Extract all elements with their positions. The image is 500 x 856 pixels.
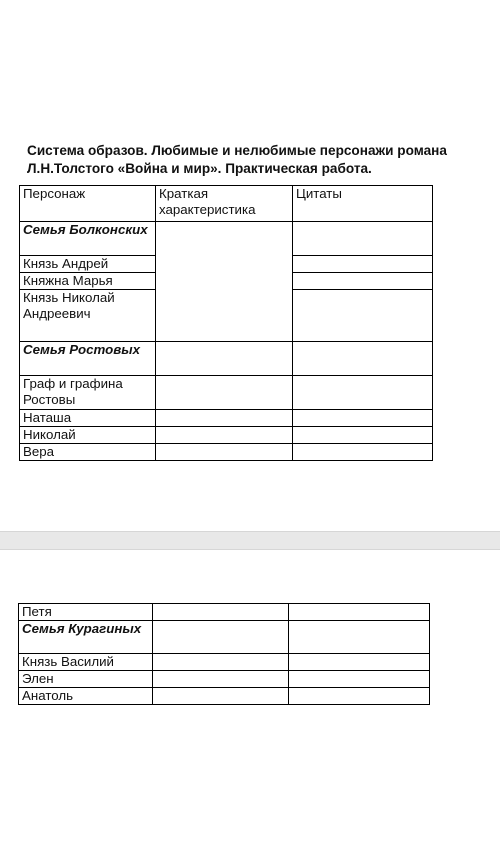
- quotes-cell[interactable]: [293, 222, 433, 256]
- characteristic-cell-bolkonsky[interactable]: [156, 222, 293, 342]
- characteristic-cell[interactable]: [153, 671, 289, 688]
- table-row: [20, 444, 433, 461]
- table-row: [20, 376, 433, 410]
- characteristic-cell[interactable]: [153, 654, 289, 671]
- quotes-cell[interactable]: [293, 444, 433, 461]
- quotes-cell[interactable]: [293, 256, 433, 273]
- characteristic-cell[interactable]: [153, 688, 289, 705]
- quotes-cell[interactable]: [293, 273, 433, 290]
- quotes-cell[interactable]: [293, 376, 433, 410]
- header-quotes: Цитаты: [293, 186, 433, 222]
- character-name: Вера: [20, 444, 156, 461]
- page-separator: [0, 531, 500, 550]
- table-row: [19, 688, 430, 705]
- quotes-cell[interactable]: [289, 671, 430, 688]
- character-name: Петя: [19, 604, 153, 621]
- family-heading-bolkonsky: Семья Болконских: [20, 222, 156, 256]
- character-name: Анатоль: [19, 688, 153, 705]
- character-name: Николай: [20, 427, 156, 444]
- characters-table-page-1: [19, 185, 433, 461]
- worksheet-title: [27, 142, 497, 178]
- table-row: [20, 410, 433, 427]
- character-name: Князь Василий: [19, 654, 153, 671]
- character-name: Княжна Марья: [20, 273, 156, 290]
- character-name: Князь Николай Андреевич: [20, 290, 156, 342]
- characteristic-cell[interactable]: [156, 444, 293, 461]
- character-name: Граф и графина Ростовы: [20, 376, 156, 410]
- header-character: Персонаж: [20, 186, 156, 222]
- title-line-1: Система образов. Любимые и нелюбимые персонажи романа: [27, 143, 447, 158]
- character-name: Элен: [19, 671, 153, 688]
- characteristic-cell[interactable]: [153, 604, 289, 621]
- characteristic-cell[interactable]: [156, 376, 293, 410]
- title-line-2: Л.Н.Толстого «Война и мир». Практическая работа.: [27, 161, 372, 176]
- table-row: [20, 222, 433, 256]
- characteristic-cell[interactable]: [156, 427, 293, 444]
- characteristic-cell[interactable]: [156, 410, 293, 427]
- family-heading-rostov: Семья Ростовых: [20, 342, 156, 376]
- table-row: [19, 604, 430, 621]
- table-row: [19, 654, 430, 671]
- table-row: [19, 671, 430, 688]
- character-name: Князь Андрей: [20, 256, 156, 273]
- characters-table-page-2: [18, 603, 430, 705]
- quotes-cell[interactable]: [289, 688, 430, 705]
- characteristic-cell[interactable]: [156, 342, 293, 376]
- quotes-cell[interactable]: [293, 342, 433, 376]
- family-heading-kuragin: Семья Курагиных: [19, 621, 153, 654]
- characteristic-cell[interactable]: [153, 621, 289, 654]
- header-characteristic: Краткая характеристика: [156, 186, 293, 222]
- quotes-cell[interactable]: [289, 604, 430, 621]
- table-row: [19, 621, 430, 654]
- quotes-cell[interactable]: [289, 654, 430, 671]
- quotes-cell[interactable]: [293, 290, 433, 342]
- quotes-cell[interactable]: [289, 621, 430, 654]
- quotes-cell[interactable]: [293, 410, 433, 427]
- table-row: [20, 427, 433, 444]
- quotes-cell[interactable]: [293, 427, 433, 444]
- character-name: Наташа: [20, 410, 156, 427]
- table-row: [20, 342, 433, 376]
- table-header-row: [20, 186, 433, 222]
